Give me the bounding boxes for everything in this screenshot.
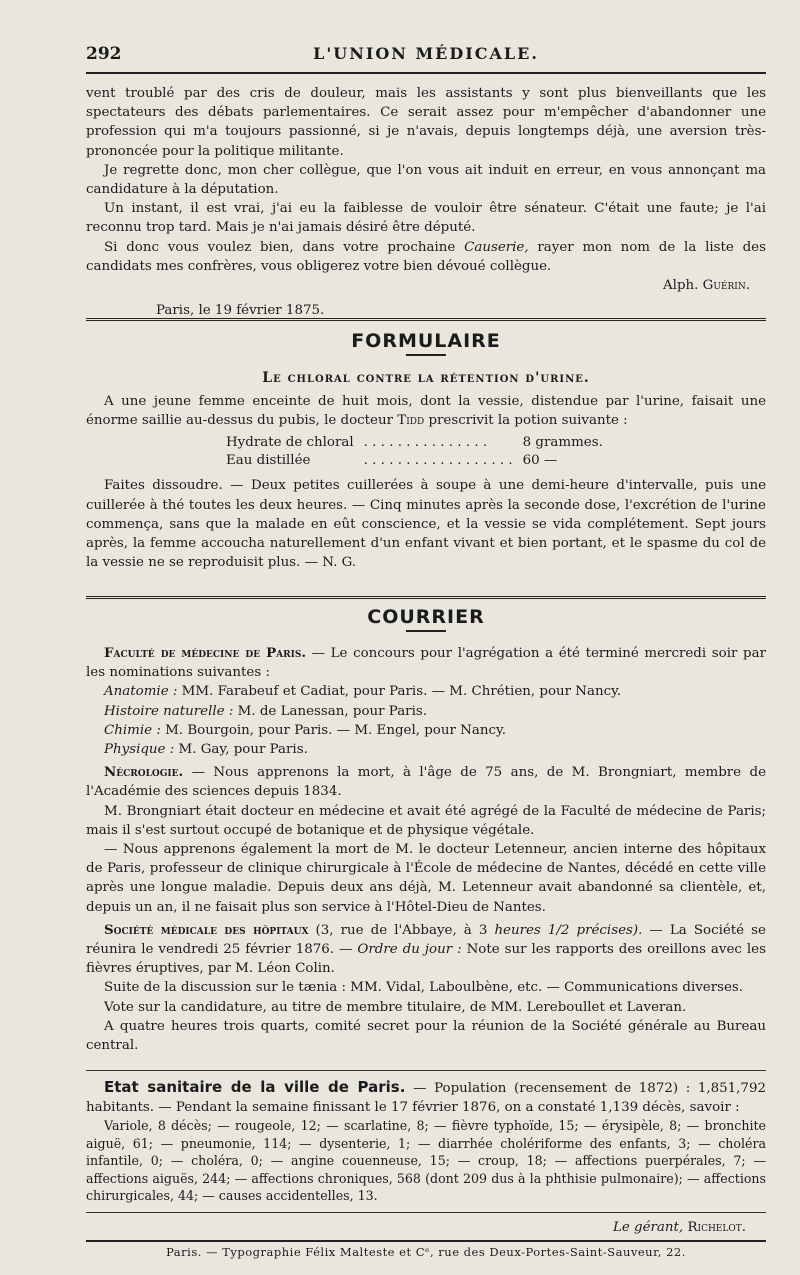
causerie-italic: Causerie, xyxy=(464,239,529,255)
formulaire-body: Faites dissoudre. — Deux petites cuillerées à soupe à une demi-heure d'intervalle, puis une cuillerée à thé toutes les deux heures. — Cinq minutes après la seconde dose, l'excrétion de l'urine commença, sans que la malade en eût conscience, et la vessie se vida complétement. Sept jours après, la femme accoucha naturellement d'un enfant vivant et bien portant, et le spasme du col de la vessie ne se reproduisit plus. — N. G. xyxy=(86,478,766,571)
formulaire-heading: FORMULAIRE xyxy=(351,330,501,352)
letter-signature xyxy=(86,276,766,295)
section-rule xyxy=(86,318,766,321)
nomination-line xyxy=(86,682,766,701)
necrologie-paragraph xyxy=(86,763,766,801)
nomination-subject: Chimie : xyxy=(104,722,161,738)
societe-text: — La Société se réunira le vendredi 25 février 1876. — xyxy=(86,922,766,958)
section-rule xyxy=(86,596,766,599)
section-rule xyxy=(86,1070,766,1071)
letter-paragraph: Je regrette donc, mon cher collègue, que l'on vous ait induit en erreur, en vous annonçant ma candidature à la députation. xyxy=(86,162,766,198)
intro-text: A une jeune femme enceinte de huit mois, dont la vessie, distendue par l'urine, faisait une énorme saillie au-dessus du pubis, le docteur xyxy=(86,394,766,429)
societe-title: Société médicale des hôpitaux xyxy=(104,921,309,938)
ordre-label: Ordre du jour : xyxy=(357,942,462,958)
intro-end: prescrivit la potion suivante : xyxy=(428,413,628,429)
letter-paragraph: vent troublé par des cris de douleur, mais les assistants y sont plus bienveillants que les spectateurs des débats parlementaires. Ce serait assez pour m'empêcher d'abandonner une profession qui m'a toujours passionné, si je n'avais, depuis longtemps déjà, une aversion très-prononcée pour la politique militante. xyxy=(86,86,766,159)
etat-title: Etat sanitaire de la ville de Paris. xyxy=(104,1078,406,1096)
gerant-label: Le gérant, xyxy=(612,1220,684,1235)
running-header xyxy=(86,44,766,68)
societe-time: heures 1/2 précises). xyxy=(494,922,643,938)
nomination-line xyxy=(86,740,766,759)
societe-paragraph: Suite de la discussion sur le tænia : MM. Vidal, Laboulbène, etc. — Communications diverses. xyxy=(104,980,744,996)
letter-paragraph: Un instant, il est vrai, j'ai eu la faiblesse de vouloir être sénateur. C'était une faute; je l'ai reconnu trop tard. Mais je n'ai jamais désiré être député. xyxy=(86,201,766,236)
etat-paragraph xyxy=(86,1078,766,1117)
societe-paragraph: Vote sur la candidature, au titre de membre titulaire, de MM. Lereboullet et Laveran. xyxy=(104,999,687,1015)
societe-paragraph: A quatre heures trois quarts, comité secret pour la réunion de la Société générale au Bureau central. xyxy=(86,1018,766,1054)
formulaire-section xyxy=(86,330,766,572)
nomination-line xyxy=(86,702,766,721)
formulaire-subheading: Le chloral contre la rétention d'urine. xyxy=(262,370,590,386)
doctor-name: Tidd xyxy=(397,413,425,429)
prescription-table xyxy=(226,434,603,470)
leader-dots: . . . . . . . . . . . . . . . xyxy=(363,435,488,451)
faculte-text: — Le concours pour l'agrégation a été terminé mercredi soir par les nominations suivantes : xyxy=(86,646,766,681)
gerant-name: Richelot. xyxy=(687,1220,746,1235)
letter-text: rayer mon nom de la liste des candidats mes confrères, vous obligerez votre bien dévoué collègue. xyxy=(86,239,766,274)
heading-rule xyxy=(406,630,446,632)
necrologie-title: Nécrologie. xyxy=(104,764,184,781)
gerant-line xyxy=(86,1218,766,1237)
nomination-names: M. Gay, pour Paris. xyxy=(178,742,308,758)
courrier-section xyxy=(86,606,766,1055)
nomination-names: MM. Farabeuf et Cadiat, pour Paris. — M. Chrétien, pour Nancy. xyxy=(181,684,622,700)
ingredient-row xyxy=(226,452,603,470)
faculte-title: Faculté de médecine de Paris. xyxy=(104,645,306,661)
nomination-subject: Histoire naturelle : xyxy=(104,703,234,719)
nomination-subject: Anatomie : xyxy=(104,684,178,700)
signature-first: Alph. xyxy=(663,278,699,294)
signature-last: Guérin. xyxy=(702,278,750,294)
ingredient-name: Eau distillée xyxy=(226,453,311,469)
page-number: 292 xyxy=(86,44,122,64)
necrologie-text: — Nous apprenons la mort, à l'âge de 75 ans, de M. Brongniart, membre de l'Académie des sciences depuis 1834. xyxy=(86,765,766,800)
gerant-rule xyxy=(86,1212,766,1213)
formulaire-intro xyxy=(86,392,766,430)
letter-dateline: Paris, le 19 février 1875. xyxy=(156,303,325,319)
leader-dots: . . . . . . . . . . . . . . . . . . xyxy=(363,453,513,469)
heading-rule xyxy=(406,354,446,356)
faculte-paragraph xyxy=(86,644,766,682)
letter-section xyxy=(86,84,766,320)
etat-text: — Population (recensement de 1872) : 1,851,792 habitants. — Pendant la semaine finissant le 17 février 1876, on a constaté 1,139 décès, savoir : xyxy=(86,1081,766,1116)
ingredient-name: Hydrate de chloral xyxy=(226,435,354,451)
nomination-line xyxy=(86,721,766,740)
journal-title: L'UNION MÉDICALE. xyxy=(313,44,539,63)
ingredient-qty: 8 grammes. xyxy=(522,435,603,451)
nomination-names: M. de Lanessan, pour Paris. xyxy=(237,703,427,719)
letter-paragraph xyxy=(86,238,766,276)
ingredient-qty: 60 — xyxy=(522,453,558,469)
header-rule xyxy=(86,72,766,74)
etat-details: Variole, 8 décès; — rougeole, 12; — scarlatine, 8; — fièvre typhoïde, 15; — érysipèle, 8; — bronchite aiguë, 61; — pneumonie, 114; — dysenterie, 1; — diarrhée cholériforme des enfants, 3; — choléra infantile, 0; — choléra, 0; — angine couenneuse, 15; — croup, 18; — affections puerpérales, 7; — affections aiguës, 244; — affections chroniques, 568 (dont 209 dus à la phthisie pulmonaire); — affections chirurgicales, 44; — causes accidentelles, 13. xyxy=(86,1118,766,1204)
societe-address: (3, rue de l'Abbaye, à 3 xyxy=(315,922,488,938)
courrier-heading: COURRIER xyxy=(367,606,485,628)
necrologie-paragraph: — Nous apprenons également la mort de M. le docteur Letenneur, ancien interne des hôpitaux de Paris, professeur de clinique chirurgicale à l'École de médecine de Nantes, décédé en cette ville après une longue maladie. Depuis deux ans déjà, M. Letenneur avait abandonné sa clientèle, et, depuis un an, il ne faisait plus son service à l'Hôtel-Dieu de Nantes. xyxy=(86,842,766,915)
nomination-subject: Physique : xyxy=(104,742,175,758)
ordre-text: Note sur les rapports des oreillons avec les fièvres éruptives, par M. Léon Colin. xyxy=(86,942,766,977)
societe-paragraph xyxy=(86,921,766,979)
footer-rule xyxy=(86,1240,766,1242)
printer-footer: Paris. — Typographie Félix Malteste et Cᵉ, rue des Deux-Portes-Saint-Sauveur, 22. xyxy=(166,1245,686,1259)
etat-sanitaire-section xyxy=(86,1078,766,1205)
nomination-names: M. Bourgoin, pour Paris. — M. Engel, pour Nancy. xyxy=(165,722,507,738)
letter-text: Si donc vous voulez bien, dans votre prochaine xyxy=(104,239,456,255)
ingredient-row xyxy=(226,434,603,452)
necrologie-paragraph: M. Brongniart était docteur en médecine et avait été agrégé de la Faculté de médecine de Paris; mais il s'est surtout occupé de botanique et de physique végétale. xyxy=(86,803,766,838)
